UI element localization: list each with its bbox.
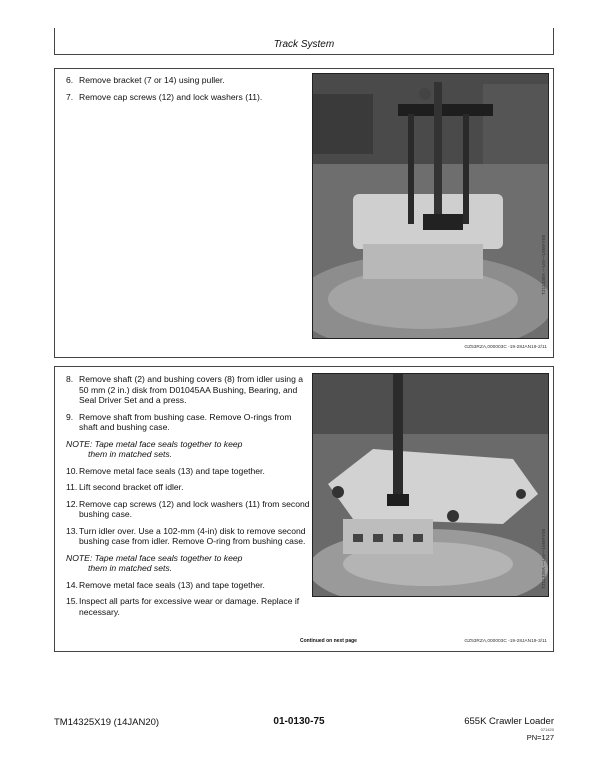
step-10: 10. Remove metal face seals (13) and tape together. [66, 465, 265, 476]
step-14: 14. Remove metal face seals (13) and tape together. [66, 579, 265, 590]
step-6: 6. Remove bracket (7 or 14) using puller. [66, 75, 225, 85]
header-rule [54, 28, 554, 55]
step-11: 11. Lift second bracket off idler. [66, 482, 184, 492]
step-text: Remove metal face seals (13) and tape together. [79, 465, 265, 476]
procedure-box-2 [54, 366, 554, 652]
step-9: 9. Remove shaft from bushing case. Remove O-rings from shaft and bushing case. [66, 411, 292, 432]
figure-code-1: T211338A —UN—16MAY05 [541, 234, 546, 295]
pn-number: PN=127 [526, 733, 554, 742]
continued-note: Continued on next page [300, 638, 357, 644]
manual-id: TM14325X19 (14JAN20) [54, 717, 160, 728]
figure-code-2: T211339A —UN—16MAY05 [541, 528, 546, 589]
step-text: Remove shaft from bushing case. Remove O-rings from shaft and bushing case. [79, 411, 292, 432]
step-text: Turn idler over. Use a 102-mm (4-in) disk to remove second bushing case from idler. Remove O-ring from bushing case. [79, 525, 306, 546]
step-text: Remove bracket (7 or 14) using puller. [79, 75, 225, 85]
step-text: Remove cap screws (12) and lock washers (11) from second bushing case. [79, 498, 310, 519]
step-text: Remove metal face seals (13) and tape together. [79, 579, 265, 590]
step-7: 7. Remove cap screws (12) and lock washers (11). [66, 91, 263, 102]
step-13: 13. Turn idler over. Use a 102-mm (4-in) disk to remove second bushing case from idler. Remove O-ring from bushing case. [66, 525, 306, 546]
reference-code-2: GZ53RZA,000003C -19-28JAN19-3/11 [464, 639, 547, 644]
step-8: 8. Remove shaft (2) and bushing covers (8) from idler using a 50 mm (2 in.) disk from D01045AA Bushing, Bearing, and Seal Driver Set and a press. [66, 374, 304, 405]
note-1: NOTE: Tape metal face seals together to keep them in matched sets. [66, 438, 243, 459]
note-2: NOTE: Tape metal face seals together to keep them in matched sets. [66, 552, 243, 573]
step-15: 15. Inspect all parts for excessive wear or damage. Replace if necessary. [66, 596, 300, 617]
step-text: Remove shaft (2) and bushing covers (8) from idler using a 50 mm (2 in.) disk from D01045AA Bushing, Bearing, and Seal Driver Set and a press. [79, 374, 304, 405]
step-text: Lift second bracket off idler. [79, 482, 184, 492]
step-text: Remove cap screws (12) and lock washers (11). [79, 91, 263, 102]
footer-small-code: 071420 [540, 727, 554, 732]
model-name: 655K Crawler Loader [464, 716, 554, 727]
step-text: Inspect all parts for excessive wear or damage. Replace if necessary. [79, 596, 300, 617]
page-number: 01-0130-75 [273, 716, 325, 727]
reference-code-1: GZ53RZA,000003C -19-28JAN19-2/11 [464, 345, 547, 350]
page-section-title: Track System [273, 39, 335, 50]
photo-idler-press [312, 373, 549, 597]
procedure-box-1 [54, 68, 554, 358]
steps-list-2 [66, 374, 311, 623]
steps-list-1 [66, 75, 311, 108]
photo-bracket-puller [312, 73, 549, 339]
step-12: 12. Remove cap screws (12) and lock washers (11) from second bushing case. [66, 498, 310, 519]
